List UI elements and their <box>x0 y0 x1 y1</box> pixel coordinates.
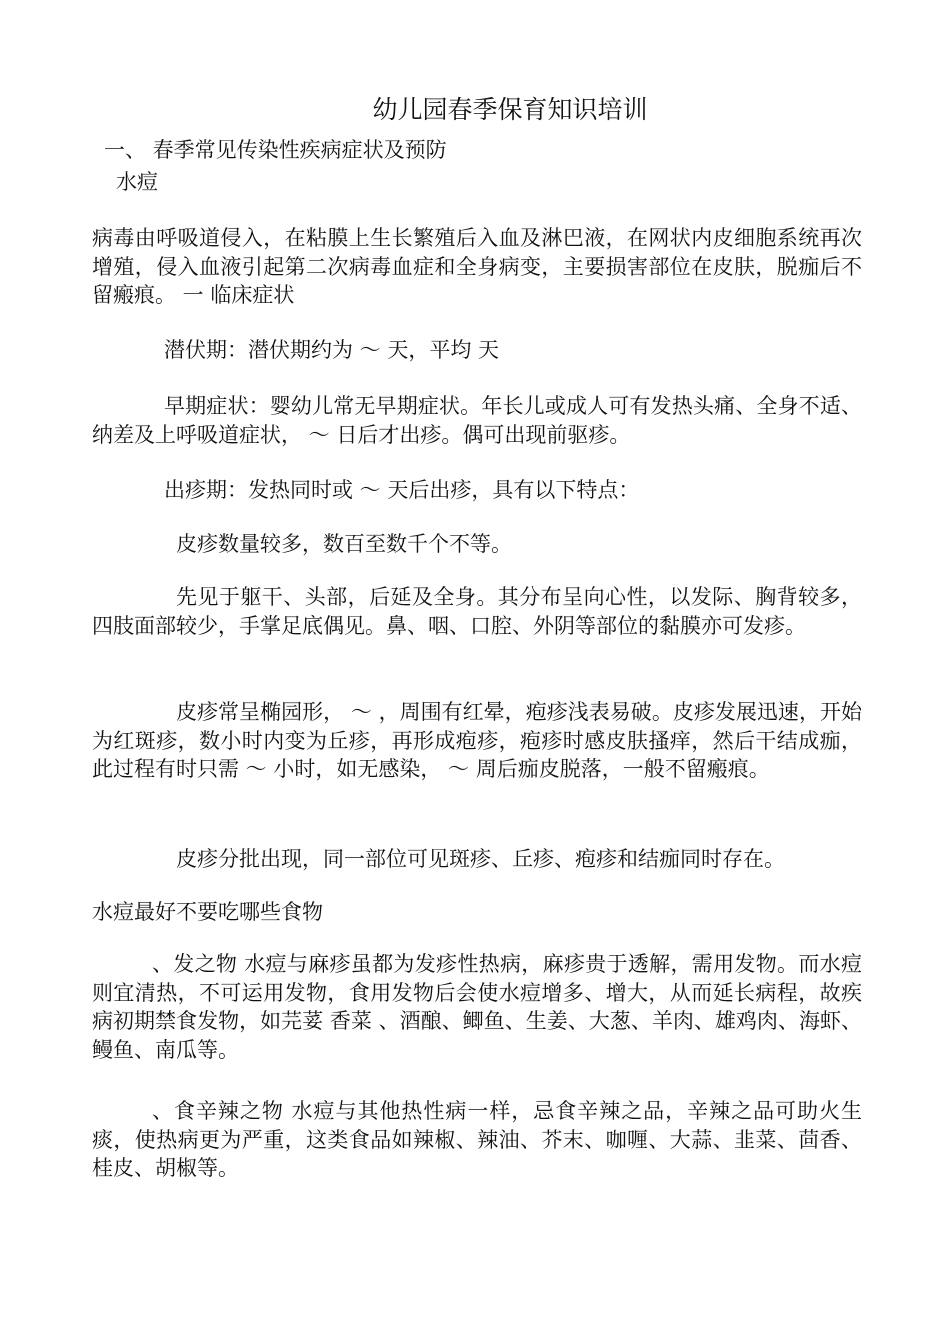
document-title: 幼儿园春季保育知识培训 <box>372 95 648 124</box>
food-heading: 水痘最好不要吃哪些食物 <box>92 900 323 924</box>
feature-2-paragraph: 先见于躯干、头部，后延及全身。其分布呈向心性，以发际、胸背较多，四肢面部较少，手掌足底偶见。鼻、咽、口腔、外阴等部位的黏膜亦可发疹。 <box>92 585 862 638</box>
rash-stage-paragraph: 出疹期：发热同时或 ～ 天后出疹，具有以下特点： <box>164 478 640 502</box>
incubation-paragraph: 潜伏期：潜伏期约为 ～ 天，平均 天 <box>164 338 500 362</box>
feature-3-paragraph: 皮疹常呈椭园形， ～ ，周围有红晕，疱疹浅表易破。皮疹发展迅速，开始为红斑疹，数小时内变为丘疹，再形成疱疹，疱疹时感皮肤搔痒，然后干结成痂，此过程有时只需 ～ 小时，如无感染， ～ 周后痂皮脱落，一般不留瘢痕。 <box>92 700 862 781</box>
feature-4-paragraph: 皮疹分批出现，同一部位可见斑疹、丘疹、疱疹和结痂同时存在。 <box>176 847 785 871</box>
early-symptoms-paragraph: 早期症状：婴幼儿常无早期症状。年长儿或成人可有发热头痛、全身不适、纳差及上呼吸道症状， ～ 日后才出疹。偶可出现前驱疹。 <box>92 394 862 447</box>
feature-1-paragraph: 皮疹数量较多，数百至数千个不等。 <box>176 532 512 556</box>
section-heading: 一、 春季常见传染性疾病症状及预防 <box>104 138 447 162</box>
disease-heading: 水痘 <box>116 170 158 194</box>
intro-paragraph: 病毒由呼吸道侵入，在粘膜上生长繁殖后入血及淋巴液，在网状内皮细胞系统再次增殖，侵入血液引起第二次病毒血症和全身病变，主要损害部位在皮肤，脱痂后不留瘢痕。 一 临床症状 <box>92 226 862 307</box>
food-item-2-paragraph: 、食辛辣之物 水痘与其他热性病一样，忌食辛辣之品，辛辣之品可助火生痰，使热病更为严重，这类食品如辣椒、辣油、芥末、咖喱、大蒜、韭菜、茴香、桂皮、胡椒等。 <box>92 1099 862 1180</box>
food-item-1-paragraph: 、发之物 水痘与麻疹虽都为发疹性热病，麻疹贵于透解，需用发物。而水痘则宜清热，不可运用发物，食用发物后会使水痘增多、增大，从而延长病程，故疾病初期禁食发物，如芫荽 香菜 、酒酿、鲫鱼、生姜、大葱、羊肉、雄鸡肉、海虾、鳗鱼、南瓜等。 <box>92 952 862 1062</box>
